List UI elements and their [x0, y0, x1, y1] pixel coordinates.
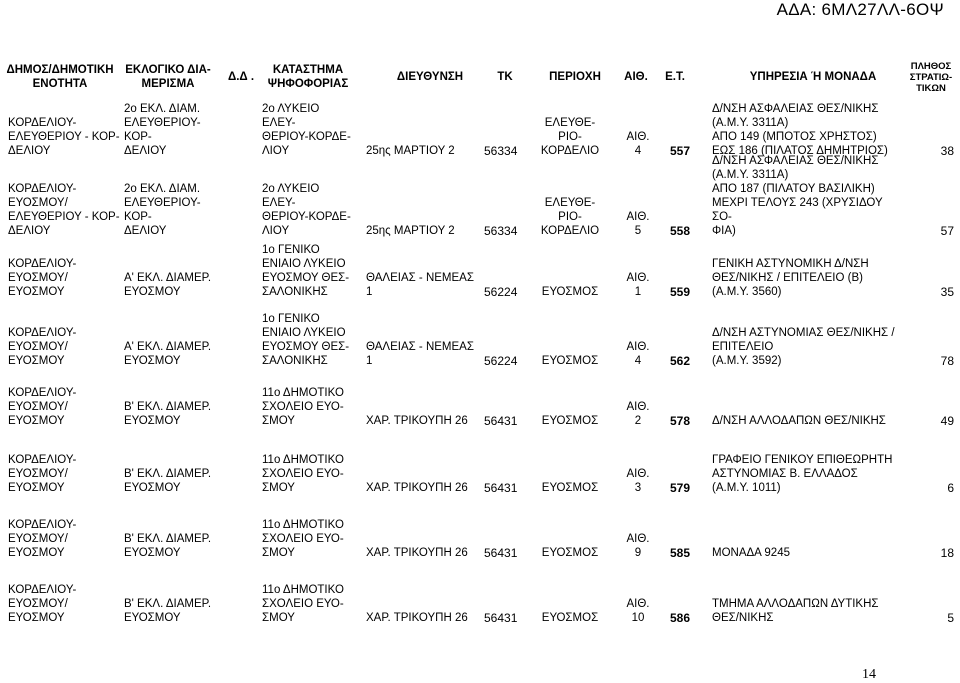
cell-line: ΕΥΟΣΜΟΥ/	[8, 401, 68, 413]
header-dimos: ΔΗΜΟΣ/ΔΗΜΟΤΙΚΗ ΕΝΟΤΗΤΑ	[6, 64, 114, 90]
cell-line: ΔΕΛΙΟΥ	[124, 145, 167, 157]
cell-line: ΑΙΘ.	[626, 468, 650, 480]
cell-dimos	[8, 583, 120, 625]
cell-line: ΑΠΟ 149 (ΜΠΟΤΟΣ ΧΡΗΣΤΟΣ)	[712, 131, 877, 143]
cell-tk: 56224	[484, 354, 518, 368]
cell-tk: 56431	[484, 414, 518, 428]
cell-line: ΕΥΟΣΜΟΣ	[541, 547, 599, 559]
cell-line: ΑΙΘ.	[626, 211, 650, 223]
cell-line: 2ο ΕΚΛ. ΔΙΑΜ.	[124, 183, 201, 195]
cell-et: 585	[669, 546, 690, 560]
cell-kat	[262, 102, 354, 158]
cell-diam	[124, 271, 220, 299]
cell-line: ΑΙΘ.	[626, 533, 650, 545]
header-dieythynsi: ΔΙΕΥΘΥΝΣΗ	[396, 71, 464, 83]
cell-diam	[124, 102, 220, 158]
cell-line: ΘΕΣ/ΝΙΚΗΣ / ΕΠΙΤΕΛΕΙΟ (Β)	[712, 272, 863, 284]
cell-line: 10	[631, 612, 645, 624]
cell-line: ΑΙΘ.	[626, 598, 650, 610]
cell-line: ΛΙΟΥ	[262, 225, 290, 237]
cell-line: ΑΙΘ.	[626, 272, 650, 284]
cell-pl: 5	[947, 611, 954, 625]
header-ypiresia: ΥΠΗΡΕΣΙΑ Ή ΜΟΝΑΔΑ	[749, 71, 877, 83]
cell-addr: 25ης ΜΑΡΤΙΟΥ 2	[366, 225, 455, 237]
cell-line: ΕΝΙΑΙΟ ΛΥΚΕΙΟ	[262, 258, 346, 270]
cell-line: ΕΥΟΣΜΟΣ	[541, 415, 599, 427]
cell-pl: 18	[940, 546, 954, 560]
cell-yp	[712, 597, 900, 625]
cell-line: ΕΥΟΣΜΟΥ	[8, 415, 65, 427]
cell-line: 2ο ΛΥΚΕΙΟ ΕΛΕΥ-	[262, 183, 320, 209]
cell-line: ΘΕΡΙΟΥ-ΚΟΡΔΕ-	[262, 211, 351, 223]
cell-line: ΕΛΕΥΘΕΡΙΟΥ - ΚΟΡ-	[8, 131, 120, 143]
cell-diam	[124, 340, 220, 368]
header-plithos: ΠΛΗΘΟΣ ΣΤΡΑΤΙΩ-ΤΙΚΩΝ	[909, 60, 953, 94]
cell-line: 1ο ΓΕΝΙΚΟ	[262, 244, 320, 256]
cell-line: Α' ΕΚΛ. ΔΙΑΜΕΡ.	[124, 272, 212, 284]
table-header	[0, 57, 960, 97]
cell-tk: 56334	[484, 144, 518, 158]
cell-kat	[262, 312, 354, 368]
cell-line: ΕΩΣ 186 (ΠΙΛΑΤΟΣ ΔΗΜΗΤΡΙΟΣ)	[712, 145, 888, 157]
header-dd: Δ.Δ .	[227, 71, 255, 83]
cell-dimos	[8, 182, 120, 238]
cell-line: ΡΙΟ-ΚΟΡΔΕΛΙΟ	[540, 211, 600, 237]
cell-line: ΣΑΛΟΝΙΚΗΣ	[262, 286, 328, 298]
header-tk: ΤΚ	[497, 71, 513, 83]
cell-aith	[624, 597, 652, 625]
cell-line: 9	[634, 547, 642, 559]
ada-code: ΑΔΑ: 6ΜΛ27ΛΛ-6ΟΨ	[776, 0, 944, 19]
cell-line: ΕΥΟΣΜΟΥ	[8, 482, 65, 494]
cell-per	[530, 354, 610, 368]
cell-line: ΑΙΘ.	[626, 131, 650, 143]
cell-addr: 25ης ΜΑΡΤΙΟΥ 2	[366, 145, 455, 157]
cell-line: ΓΕΝΙΚΗ ΑΣΤΥΝΟΜΙΚΗ Δ/ΝΣΗ	[712, 258, 869, 270]
cell-line: ΣΑΛΟΝΙΚΗΣ	[262, 355, 328, 367]
table-row	[0, 244, 960, 303]
cell-dimos	[8, 518, 120, 560]
header-et: Ε.Τ.	[665, 71, 685, 83]
cell-diam	[124, 532, 220, 560]
cell-line: (Α.Μ.Υ. 3560)	[712, 286, 782, 298]
cell-kat	[262, 386, 354, 428]
cell-line: ΑΙΘ.	[626, 341, 650, 353]
cell-line: ΕΥΟΣΜΟΣ	[541, 482, 599, 494]
cell-line: (Α.Μ.Υ. 1011)	[712, 482, 781, 494]
cell-diam	[124, 400, 220, 428]
table-row	[0, 380, 960, 432]
cell-line: ΚΟΡΔΕΛΙΟΥ-	[8, 519, 77, 531]
cell-line: ΤΜΗΜΑ ΑΛΛΟΔΑΠΩΝ ΔΥΤΙΚΗΣ	[712, 598, 879, 610]
cell-line: ΚΟΡΔΕΛΙΟΥ-	[8, 258, 77, 270]
cell-line: ΚΟΡΔΕΛΙΟΥ-	[8, 327, 77, 339]
cell-line: ΣΜΟΥ	[262, 612, 295, 624]
cell-line: ΕΥΟΣΜΟΥ	[124, 612, 181, 624]
cell-line: 11ο ΔΗΜΟΤΙΚΟ	[262, 584, 344, 596]
cell-line: ΣΧΟΛΕΙΟ ΕΥΟ-	[262, 533, 344, 545]
cell-line: ΕΥΟΣΜΟΥ	[124, 286, 181, 298]
cell-line: 2	[634, 415, 642, 427]
cell-line: ΜΕΧΡΙ ΤΕΛΟΥΣ 243 (ΧΡΥΣΙΔΟΥ ΣΟ-	[712, 197, 883, 223]
cell-line: ΑΠΟ 187 (ΠΙΛΑΤΟΥ ΒΑΣΙΛΙΚΗ)	[712, 183, 875, 195]
cell-line: ΕΥΟΣΜΟΥ/	[8, 468, 68, 480]
cell-line: ΓΡΑΦΕΙΟ ΓΕΝΙΚΟΥ ΕΠΙΘΕΩΡΗΤΗ	[712, 454, 893, 466]
cell-diam	[124, 467, 220, 495]
cell-line: ΕΠΙΤΕΛΕΙΟ	[712, 341, 774, 353]
cell-line: ΕΥΟΣΜΟΥ	[8, 355, 65, 367]
cell-et: 562	[669, 354, 690, 368]
cell-aith	[624, 210, 652, 238]
cell-line: ΣΜΟΥ	[262, 547, 295, 559]
cell-line: ΚΟΡΔΕΛΙΟΥ-	[8, 584, 77, 596]
cell-line: ΣΜΟΥ	[262, 482, 295, 494]
header-perioxi: ΠΕΡΙΟΧΗ	[549, 71, 601, 83]
cell-dimos	[8, 257, 120, 299]
cell-line: ΚΟΡΔΕΛΙΟΥ-	[8, 387, 77, 399]
table-row	[0, 447, 960, 499]
cell-line: ΕΥΟΣΜΟΥ	[8, 547, 65, 559]
cell-line: 2ο ΛΥΚΕΙΟ ΕΛΕΥ-	[262, 103, 320, 129]
cell-per	[530, 611, 610, 625]
cell-line: ΕΥΟΣΜΟΥ	[124, 547, 181, 559]
cell-et: 578	[669, 414, 690, 428]
cell-line: ΚΟΡΔΕΛΙΟΥ-	[8, 183, 77, 195]
cell-tk: 56224	[484, 285, 518, 299]
cell-line: ΕΥΟΣΜΟΣ	[541, 612, 599, 624]
cell-line: ΕΥΟΣΜΟΥ/	[8, 598, 68, 610]
cell-line: ΕΥΟΣΜΟΥ	[8, 612, 65, 624]
cell-line: ΕΛΕΥΘΕ-	[544, 117, 596, 129]
cell-tk: 56431	[484, 481, 518, 495]
cell-addr: ΘΑΛΕΙΑΣ - ΝΕΜΕΑΣ 1	[366, 272, 474, 298]
cell-line: Δ/ΝΣΗ ΑΛΛΟΔΑΠΩΝ ΘΕΣ/ΝΙΚΗΣ	[712, 415, 886, 427]
cell-aith	[624, 400, 652, 428]
cell-line: ΘΕΡΙΟΥ-ΚΟΡΔΕ-	[262, 131, 351, 143]
cell-per	[530, 116, 610, 158]
cell-line: ΣΧΟΛΕΙΟ ΕΥΟ-	[262, 598, 344, 610]
cell-line: ΡΙΟ-ΚΟΡΔΕΛΙΟ	[540, 131, 600, 157]
cell-line: Δ/ΝΣΗ ΑΣΦΑΛΕΙΑΣ ΘΕΣ/ΝΙΚΗΣ	[712, 103, 879, 115]
cell-per	[530, 546, 610, 560]
cell-yp	[712, 102, 900, 158]
cell-line: Δ/ΝΣΗ ΑΣΤΥΝΟΜΙΑΣ ΘΕΣ/ΝΙΚΗΣ /	[712, 327, 895, 339]
cell-line: Α' ΕΚΛ. ΔΙΑΜΕΡ.	[124, 341, 212, 353]
cell-line: ΕΥΟΣΜΟΣ	[541, 355, 599, 367]
cell-dimos	[8, 386, 120, 428]
cell-aith	[624, 467, 652, 495]
cell-et: 579	[669, 481, 690, 495]
cell-et: 559	[669, 285, 690, 299]
cell-pl: 78	[940, 354, 954, 368]
cell-tk: 56334	[484, 224, 518, 238]
cell-pl: 49	[940, 414, 954, 428]
cell-line: 4	[634, 355, 642, 367]
cell-line: ΜΟΝΑΔΑ 9245	[712, 547, 790, 559]
cell-line: ΕΛΕΥΘΕΡΙΟΥ-ΚΟΡ-	[124, 197, 201, 223]
table-row	[0, 577, 960, 629]
cell-line: 2ο ΕΚΛ. ΔΙΑΜ.	[124, 103, 201, 115]
cell-line: ΕΥΟΣΜΟΥ ΘΕΣ-	[262, 341, 350, 353]
cell-dimos	[8, 326, 120, 368]
cell-line: 11ο ΔΗΜΟΤΙΚΟ	[262, 387, 344, 399]
cell-line: (Α.Μ.Υ. 3592)	[712, 355, 782, 367]
table-row	[0, 512, 960, 564]
cell-line: ΚΟΡΔΕΛΙΟΥ-	[8, 117, 77, 129]
cell-diam	[124, 597, 220, 625]
cell-line: ΕΥΟΣΜΟΣ	[541, 286, 599, 298]
cell-addr: ΧΑΡ. ΤΡΙΚΟΥΠΗ 26	[366, 547, 468, 559]
table-row	[0, 308, 960, 372]
cell-et: 558	[669, 224, 690, 238]
cell-pl: 35	[940, 285, 954, 299]
cell-et: 557	[669, 144, 690, 158]
cell-line: ΣΜΟΥ	[262, 415, 295, 427]
cell-line: ΔΕΛΙΟΥ	[8, 145, 51, 157]
cell-per	[530, 285, 610, 299]
cell-line: ΕΝΙΑΙΟ ΛΥΚΕΙΟ	[262, 327, 346, 339]
cell-line: Β' ΕΚΛ. ΔΙΑΜΕΡ.	[124, 533, 212, 545]
cell-per	[530, 414, 610, 428]
cell-line: ΛΙΟΥ	[262, 145, 290, 157]
cell-line: ΕΥΟΣΜΟΥ	[124, 482, 181, 494]
table-row	[0, 155, 960, 242]
cell-line: ΘΕΣ/ΝΙΚΗΣ	[712, 612, 774, 624]
cell-line: ΕΥΟΣΜΟΥ ΘΕΣ-	[262, 272, 350, 284]
cell-line: 11ο ΔΗΜΟΤΙΚΟ	[262, 519, 344, 531]
cell-kat	[262, 243, 354, 299]
cell-yp	[712, 326, 900, 368]
cell-kat	[262, 453, 354, 495]
cell-kat	[262, 518, 354, 560]
cell-line: ΕΛΕΥΘΕΡΙΟΥ-ΚΟΡ-	[124, 117, 201, 143]
cell-line: Β' ΕΚΛ. ΔΙΑΜΕΡ.	[124, 598, 212, 610]
cell-yp	[712, 414, 900, 428]
page-number: 14	[862, 667, 876, 682]
cell-line: ΣΧΟΛΕΙΟ ΕΥΟ-	[262, 468, 344, 480]
cell-addr: ΘΑΛΕΙΑΣ - ΝΕΜΕΑΣ 1	[366, 341, 474, 367]
cell-line: 4	[634, 145, 642, 157]
cell-line: ΔΕΛΙΟΥ	[124, 225, 167, 237]
table-row	[0, 98, 960, 162]
cell-aith	[624, 340, 652, 368]
cell-addr: ΧΑΡ. ΤΡΙΚΟΥΠΗ 26	[366, 415, 468, 427]
cell-aith	[624, 130, 652, 158]
cell-line: ΕΥΟΣΜΟΥ/	[8, 197, 68, 209]
cell-line: ΕΥΟΣΜΟΥ/	[8, 272, 68, 284]
cell-aith	[624, 532, 652, 560]
cell-pl: 57	[940, 224, 954, 238]
cell-line: 3	[634, 482, 642, 494]
header-katastima: ΚΑΤΑΣΤΗΜΑ ΨΗΦΟΦΟΡΙΑΣ	[267, 64, 349, 90]
cell-dimos	[8, 453, 120, 495]
cell-kat	[262, 583, 354, 625]
cell-per	[530, 481, 610, 495]
cell-line: ΕΥΟΣΜΟΥ/	[8, 533, 68, 545]
cell-line: 11ο ΔΗΜΟΤΙΚΟ	[262, 454, 344, 466]
cell-aith	[624, 271, 652, 299]
cell-line: ΔΕΛΙΟΥ	[8, 225, 51, 237]
cell-per	[530, 196, 610, 238]
cell-line: (Α.Μ.Υ. 3311Α)	[712, 117, 789, 129]
cell-yp	[712, 453, 900, 495]
cell-kat	[262, 182, 354, 238]
cell-dimos	[8, 116, 120, 158]
cell-yp	[712, 546, 900, 560]
header-aith: ΑΙΘ.	[624, 71, 648, 83]
cell-line: Β' ΕΚΛ. ΔΙΑΜΕΡ.	[124, 468, 212, 480]
cell-line: 5	[634, 225, 642, 237]
cell-line: ΦΙΑ)	[712, 225, 736, 237]
cell-addr: ΧΑΡ. ΤΡΙΚΟΥΠΗ 26	[366, 612, 468, 624]
cell-tk: 56431	[484, 546, 518, 560]
cell-line: ΚΟΡΔΕΛΙΟΥ-	[8, 454, 77, 466]
cell-diam	[124, 182, 220, 238]
cell-line: ΕΥΟΣΜΟΥ	[124, 415, 181, 427]
cell-line: ΕΛΕΥΘΕΡΙΟΥ - ΚΟΡ-	[8, 211, 120, 223]
header-diamerisma: ΕΚΛΟΓΙΚΟ ΔΙΑ-ΜΕΡΙΣΜΑ	[125, 64, 211, 90]
cell-line: ΕΥΟΣΜΟΥ/	[8, 341, 68, 353]
cell-line: ΑΙΘ.	[626, 401, 650, 413]
cell-tk: 56431	[484, 611, 518, 625]
cell-line: (Α.Μ.Υ. 3311Α)	[712, 169, 789, 181]
cell-line: ΕΥΟΣΜΟΥ	[124, 355, 181, 367]
cell-line: ΕΛΕΥΘΕ-	[544, 197, 596, 209]
cell-et: 586	[669, 611, 690, 625]
cell-yp	[712, 154, 900, 238]
cell-line: Β' ΕΚΛ. ΔΙΑΜΕΡ.	[124, 401, 212, 413]
cell-line: 1	[634, 286, 642, 298]
cell-line: 1ο ΓΕΝΙΚΟ	[262, 313, 320, 325]
cell-pl: 6	[947, 481, 954, 495]
cell-line: Δ/ΝΣΗ ΑΣΦΑΛΕΙΑΣ ΘΕΣ/ΝΙΚΗΣ	[712, 155, 879, 167]
cell-addr: ΧΑΡ. ΤΡΙΚΟΥΠΗ 26	[366, 482, 468, 494]
cell-line: ΑΣΤΥΝΟΜΙΑΣ Β. ΕΛΛΑΔΟΣ	[712, 468, 858, 480]
cell-yp	[712, 257, 900, 299]
cell-line: ΣΧΟΛΕΙΟ ΕΥΟ-	[262, 401, 344, 413]
cell-line: ΕΥΟΣΜΟΥ	[8, 286, 65, 298]
cell-pl: 38	[940, 144, 954, 158]
